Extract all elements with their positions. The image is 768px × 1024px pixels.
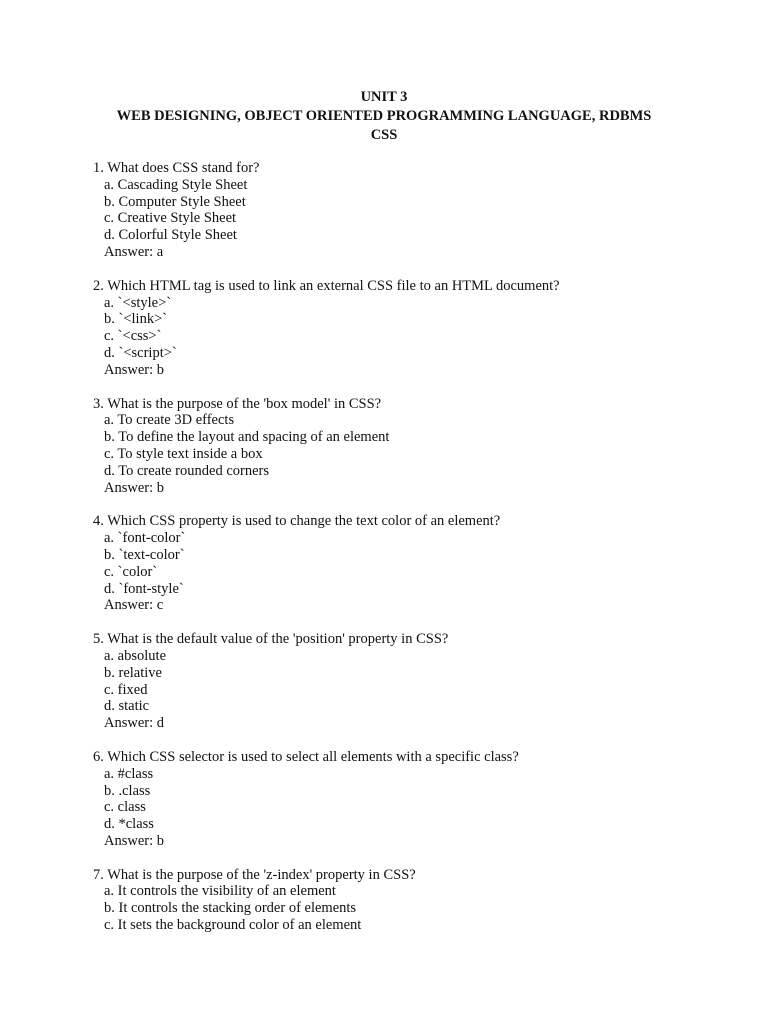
question-3 <box>93 396 768 497</box>
option-c: c. `<css>` <box>104 328 162 345</box>
unit-title: UNIT 3 <box>360 89 408 105</box>
question-stem: 2. Which HTML tag is used to link an external CSS file to an HTML document? <box>93 277 560 294</box>
option-c: c. Creative Style Sheet <box>104 210 237 227</box>
answer-line: Answer: a <box>104 243 164 260</box>
option-c: c. To style text inside a box <box>104 445 263 462</box>
question-2 <box>93 278 768 379</box>
option-a: a. To create 3D effects <box>104 412 235 429</box>
answer-line: Answer: b <box>104 361 165 378</box>
option-c: c. class <box>104 799 146 816</box>
option-c: c. fixed <box>104 681 148 698</box>
question-stem: 3. What is the purpose of the 'box model' in CSS? <box>93 395 382 412</box>
question-1 <box>93 160 768 261</box>
option-a: a. #class <box>104 765 154 782</box>
question-stem: 4. Which CSS property is used to change the text color of an element? <box>93 513 501 530</box>
topic-title: CSS <box>370 127 398 143</box>
unit-subtitle: WEB DESIGNING, OBJECT ORIENTED PROGRAMMING LANGUAGE, RDBMS <box>116 108 652 124</box>
answer-line: Answer: b <box>104 479 165 496</box>
option-d: d. `<script>` <box>104 344 177 361</box>
answer-line: Answer: b <box>104 832 165 849</box>
option-b: b. .class <box>104 782 151 799</box>
question-7 <box>93 867 768 934</box>
question-stem: 7. What is the purpose of the 'z-index' property in CSS? <box>93 866 416 883</box>
question-4 <box>93 513 768 614</box>
question-6 <box>93 749 768 850</box>
question-list <box>0 160 768 934</box>
option-b: b. relative <box>104 664 162 681</box>
question-stem: 5. What is the default value of the 'position' property in CSS? <box>93 631 449 648</box>
option-b: b. Computer Style Sheet <box>104 193 246 210</box>
option-b: b. `<link>` <box>104 311 168 328</box>
option-a: a. `<style>` <box>104 294 172 311</box>
question-5 <box>93 631 768 732</box>
option-a: a. `font-color` <box>104 530 186 547</box>
option-b: b. `text-color` <box>104 546 185 563</box>
option-a: a. It controls the visibility of an element <box>104 883 336 900</box>
document-header <box>0 88 768 145</box>
option-d: d. Colorful Style Sheet <box>104 227 237 244</box>
option-d: d. To create rounded corners <box>104 462 269 479</box>
option-b: b. To define the layout and spacing of an element <box>104 429 390 446</box>
question-stem: 1. What does CSS stand for? <box>93 160 260 176</box>
option-d: d. *class <box>104 816 154 833</box>
option-b: b. It controls the stacking order of elements <box>104 900 357 917</box>
question-stem: 6. Which CSS selector is used to select all elements with a specific class? <box>93 748 519 765</box>
answer-line: Answer: c <box>104 597 164 614</box>
option-d: d. static <box>104 698 150 715</box>
option-c: c. `color` <box>104 563 158 580</box>
option-a: a. Cascading Style Sheet <box>104 176 248 193</box>
option-c: c. It sets the background color of an element <box>104 917 362 934</box>
answer-line: Answer: d <box>104 715 165 732</box>
option-d: d. `font-style` <box>104 580 184 597</box>
option-a: a. absolute <box>104 647 167 664</box>
